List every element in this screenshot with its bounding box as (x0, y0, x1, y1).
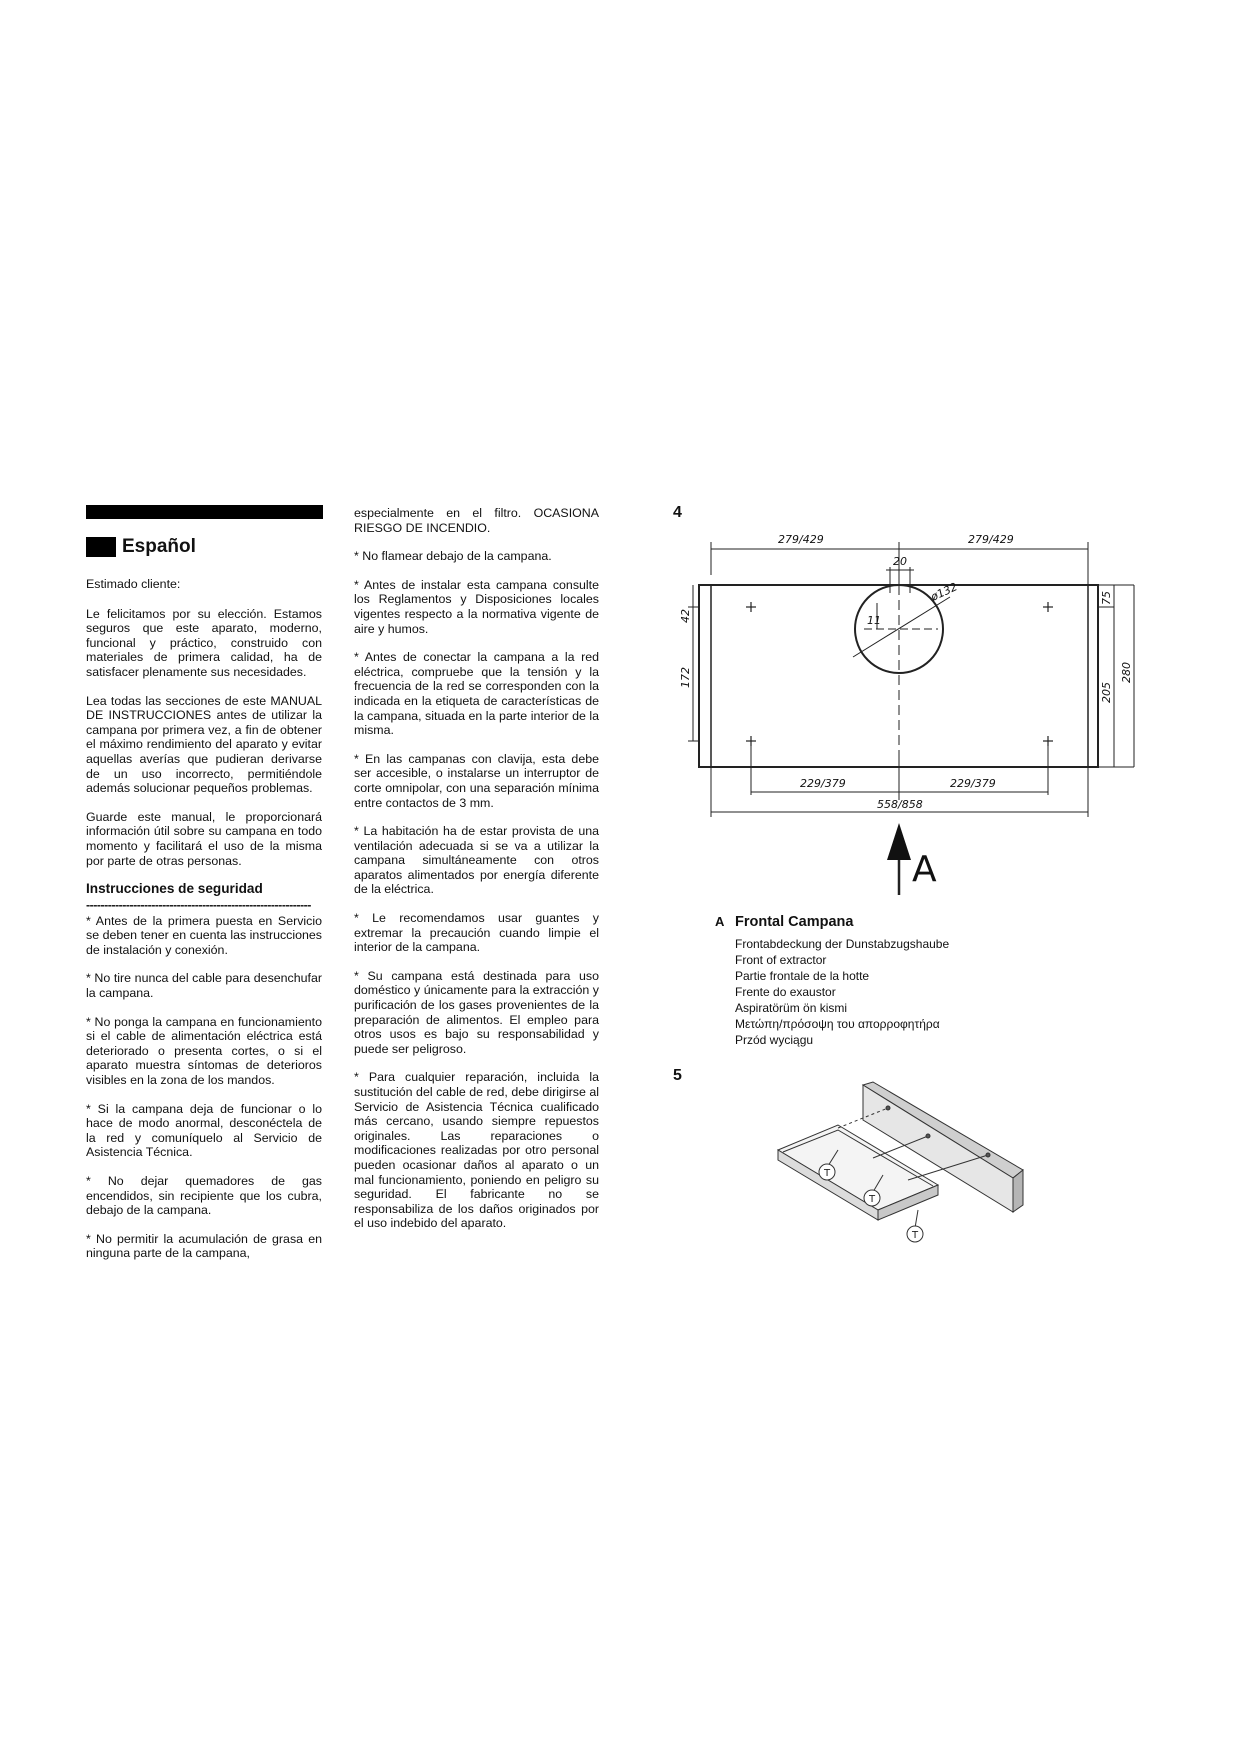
dim-notch: 20 (893, 555, 907, 568)
safety-title: Instrucciones de seguridad (86, 881, 263, 897)
dim-left-top: 42 (679, 609, 692, 623)
callout-t: T (868, 1194, 876, 1205)
legend-title: Frontal Campana (735, 914, 854, 930)
dim-bottom-total: 558/858 (877, 798, 923, 811)
safety-item: especialmente en el filtro. OCASIONA RIESGO DE INCENDIO. (354, 506, 599, 535)
column-left (86, 505, 322, 1275)
column-middle (354, 506, 599, 1245)
view-arrow-icon (887, 823, 911, 860)
safety-item: * Le recomendamos usar guantes y extremar la precaución cuando limpie el interior de la campana. (354, 911, 599, 955)
safety-item: * No flamear debajo de la campana. (354, 549, 552, 564)
language-title: Español (122, 535, 196, 557)
safety-item: * Antes de la primera puesta en Servicio se deben tener en cuenta las instrucciones de instalación y conexión. (86, 913, 322, 957)
figure-5-number: 5 (673, 1067, 682, 1084)
safety-item: * Su campana está destinada para uso doméstico y únicamente para la extracción y purificación de los gases provenientes de la preparación de alimentos. El empleo para otros usos es bajo su responsabilidad y puede ser peligroso. (354, 968, 599, 1056)
safety-item: * No permitir la acumulación de grasa en ninguna parte de la campana, (86, 1231, 322, 1261)
dim-left-bottom: 172 (679, 667, 692, 688)
header-bar (86, 505, 323, 519)
dim-bottom-right: 229/379 (950, 777, 996, 790)
dim-right-total: 280 (1120, 662, 1133, 683)
legend-item: Frente do exaustor (735, 985, 836, 999)
intro-paragraph: Guarde este manual, le proporcionará información útil sobre su campana en todo momento y facilitará el uso de la misma por parte de otras personas. (86, 809, 322, 868)
language-flag-box (86, 537, 116, 557)
greeting: Estimado cliente: (86, 577, 181, 591)
safety-divider: -------------------------------------------------------------- (86, 897, 311, 912)
figure-4-dimension-drawing (679, 525, 1148, 905)
safety-item: * Si la campana deja de funcionar o lo hace de modo anormal, desconéctela de la red y comuníquelo al Servicio de Asistencia Técnica. (86, 1101, 322, 1160)
legend-key: A (715, 914, 725, 929)
safety-item: * No ponga la campana en funcionamiento si el cable de alimentación eléctrica está deteriorado o presenta cortes, o si el aparato muestra síntomas de deterioros visibles en la zona de los mandos. (86, 1014, 322, 1088)
legend-item: Μετώπη/πρόσοψη του απορροφητήρα (735, 1017, 940, 1031)
dim-right-top: 75 (1100, 591, 1113, 605)
language-heading (86, 537, 322, 557)
safety-item: * La habitación ha de estar provista de una ventilación adecuada si se va a utilizar la campana simultáneamente con otros aparatos alimentados por energía diferente de la eléctrica. (354, 824, 599, 897)
figure-4-number: 4 (673, 504, 682, 521)
legend-item: Aspiratörüm ön kismi (735, 1001, 848, 1015)
figure-legend (715, 914, 1065, 1048)
safety-item: * Para cualquier reparación, incluida la sustitución del cable de red, debe dirigirse al Servicio de Asistencia Técnica cualificado más cercano, usando siempre repuestos originales. Las reparaciones o modificaciones realizadas por otro personal pueden ocasionar daños al aparato o un mal funcionamiento, poniendo en peligro su seguridad. El fabricante no se responsabiliza de los daños originados por el uso indebido del aparato. (354, 1070, 599, 1231)
legend-item: Przód wyciągu (735, 1033, 814, 1047)
intro-paragraph: Lea todas las secciones de este MANUAL DE INSTRUCCIONES antes de utilizar la campana por primera vez, a fin de obtener el máximo rendimiento del aparato y evitar aquellas averías que pudieran derivarse de un uso incorrecto, permitiéndole además solucionar pequeños problemas. (86, 693, 322, 796)
view-label: A (912, 849, 937, 890)
dim-diameter: ø132 (928, 580, 960, 604)
callout-t: T (823, 1168, 831, 1179)
dim-top-right: 279/429 (968, 533, 1014, 546)
safety-item: * No dejar quemadores de gas encendidos, sin recipiente que los cubra, debajo de la campana. (86, 1174, 322, 1218)
legend-item: Front of extractor (735, 953, 827, 967)
safety-item: * Antes de instalar esta campana consulte los Reglamentos y Disposiciones locales vigentes respecto a la normativa vigente de aire y humos. (354, 577, 599, 636)
legend-item: Frontabdeckung der Dunstabzugshaube (735, 937, 950, 951)
dim-top-left: 279/429 (778, 533, 824, 546)
dim-bottom-left: 229/379 (800, 777, 846, 790)
safety-item: * No tire nunca del cable para desenchufar la campana. (86, 971, 322, 1001)
dim-right-mid: 205 (1100, 682, 1113, 703)
intro-paragraph: Le felicitamos por su elección. Estamos seguros que este aparato, moderno, funcional y práctico, construido con materiales de primera calidad, ha de satisfacer plenamente sus necesidades. (86, 606, 322, 679)
safety-item: * Antes de conectar la campana a la red eléctrica, compruebe que la tensión y la frecuencia de la red se corresponden con la indicada en la etiqueta de características de la campana, situada en la parte interior de la misma. (354, 650, 599, 738)
figure-5-assembly-drawing (778, 1080, 1028, 1255)
legend-item: Partie frontale de la hotte (735, 969, 870, 983)
safety-item: * En las campanas con clavija, esta debe ser accesible, o instalarse un interruptor de corte omnipolar, con una separación mínima entre contactos de 3 mm. (354, 751, 599, 810)
dim-offset: 11 (867, 614, 881, 627)
callout-t: T (911, 1230, 919, 1241)
